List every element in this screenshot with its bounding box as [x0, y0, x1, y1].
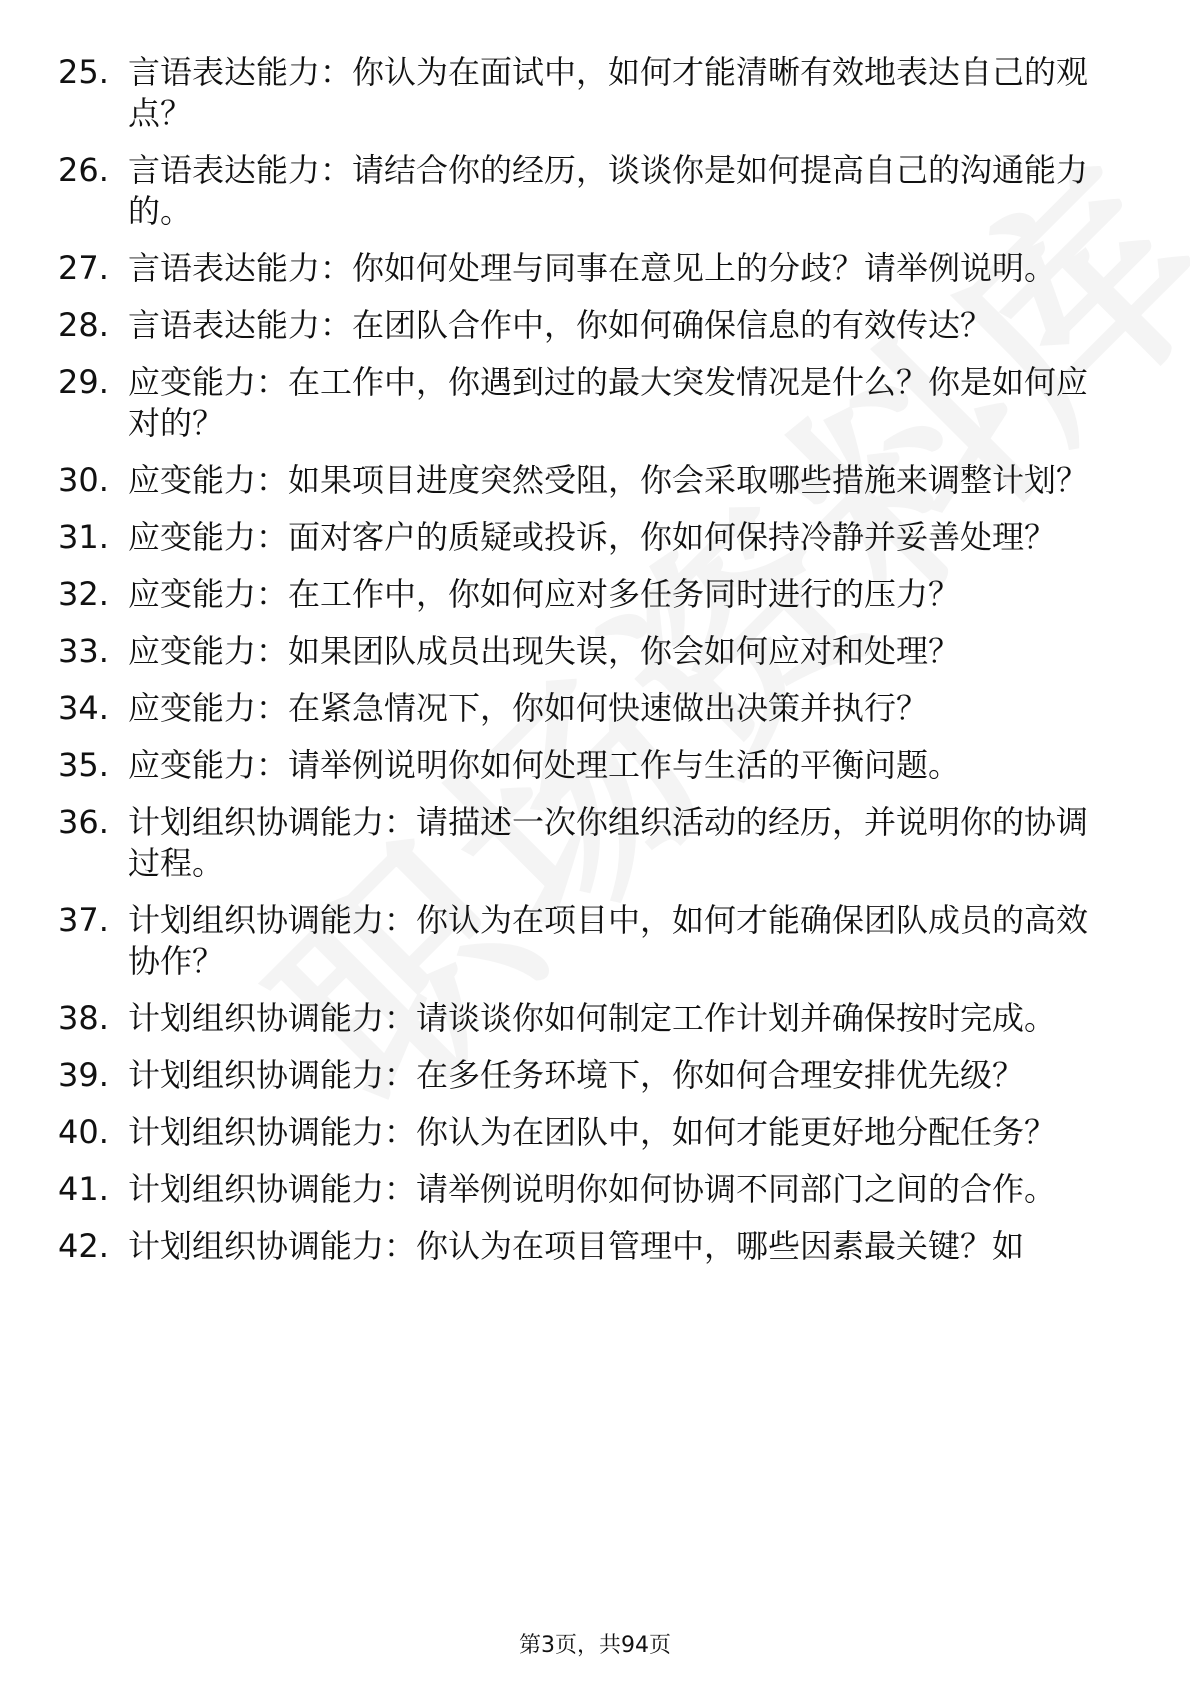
item-number: 38. — [58, 999, 109, 1037]
item-text: 言语表达能力：在团队合作中，你如何确保信息的有效传达？ — [128, 306, 993, 344]
list-item — [0, 1226, 1190, 1267]
item-text: 计划组织协调能力：你认为在团队中，如何才能更好地分配任务？ — [128, 1113, 1057, 1151]
list-item — [0, 998, 1190, 1039]
item-text: 应变能力：在工作中，你遇到过的最大突发情况是什么？你是如何应对的？ — [128, 363, 1089, 442]
item-number: 25. — [58, 53, 109, 91]
item-number: 36. — [58, 803, 109, 841]
item-number: 34. — [58, 689, 109, 727]
item-number: 31. — [58, 518, 109, 556]
item-number: 42. — [58, 1227, 109, 1265]
item-number: 28. — [58, 306, 109, 344]
item-text: 应变能力：在紧急情况下，你如何快速做出决策并执行？ — [128, 689, 929, 727]
list-item — [0, 1112, 1190, 1153]
list-item — [0, 517, 1190, 558]
item-text: 计划组织协调能力：请谈谈你如何制定工作计划并确保按时完成。 — [128, 999, 1057, 1037]
list-item — [0, 631, 1190, 672]
list-item — [0, 1169, 1190, 1210]
item-text: 言语表达能力：请结合你的经历，谈谈你是如何提高自己的沟通能力的。 — [128, 151, 1089, 230]
list-item — [0, 574, 1190, 615]
item-number: 33. — [58, 632, 109, 670]
list-item — [0, 362, 1190, 444]
item-text: 计划组织协调能力：在多任务环境下，你如何合理安排优先级？ — [128, 1056, 1025, 1094]
item-number: 29. — [58, 363, 109, 401]
item-text: 应变能力：如果项目进度突然受阻，你会采取哪些措施来调整计划？ — [128, 461, 1089, 499]
item-number: 30. — [58, 461, 109, 499]
item-text: 言语表达能力：你认为在面试中，如何才能清晰有效地表达自己的观点？ — [128, 53, 1089, 132]
list-item — [0, 745, 1190, 786]
item-number: 37. — [58, 901, 109, 939]
item-text: 计划组织协调能力：请举例说明你如何协调不同部门之间的合作。 — [128, 1170, 1057, 1208]
list-item — [0, 52, 1190, 134]
item-text: 应变能力：如果团队成员出现失误，你会如何应对和处理？ — [128, 632, 961, 670]
list-item — [0, 460, 1190, 501]
item-number: 32. — [58, 575, 109, 613]
item-number: 41. — [58, 1170, 109, 1208]
item-number: 40. — [58, 1113, 109, 1151]
item-number: 35. — [58, 746, 109, 784]
item-number: 27. — [58, 249, 109, 287]
item-text: 计划组织协调能力：请描述一次你组织活动的经历，并说明你的协调过程。 — [128, 803, 1089, 882]
list-item — [0, 802, 1190, 884]
item-text: 应变能力：在工作中，你如何应对多任务同时进行的压力？ — [128, 575, 961, 613]
item-number: 39. — [58, 1056, 109, 1094]
item-text: 应变能力：请举例说明你如何处理工作与生活的平衡问题。 — [128, 746, 961, 784]
list-item — [0, 305, 1190, 346]
item-number: 26. — [58, 151, 109, 189]
list-item — [0, 150, 1190, 232]
item-text: 计划组织协调能力：你认为在项目中，如何才能确保团队成员的高效协作？ — [128, 901, 1089, 980]
page-footer: 第3页，共94页 — [519, 1633, 671, 1658]
list-item — [0, 1055, 1190, 1096]
question-list — [0, 52, 1190, 1283]
item-text: 应变能力：面对客户的质疑或投诉，你如何保持冷静并妥善处理？ — [128, 518, 1057, 556]
list-item — [0, 900, 1190, 982]
item-text: 计划组织协调能力：你认为在项目管理中，哪些因素最关键？如 — [128, 1227, 1025, 1265]
list-item — [0, 248, 1190, 289]
item-text: 言语表达能力：你如何处理与同事在意见上的分歧？请举例说明。 — [128, 249, 1057, 287]
list-item — [0, 688, 1190, 729]
